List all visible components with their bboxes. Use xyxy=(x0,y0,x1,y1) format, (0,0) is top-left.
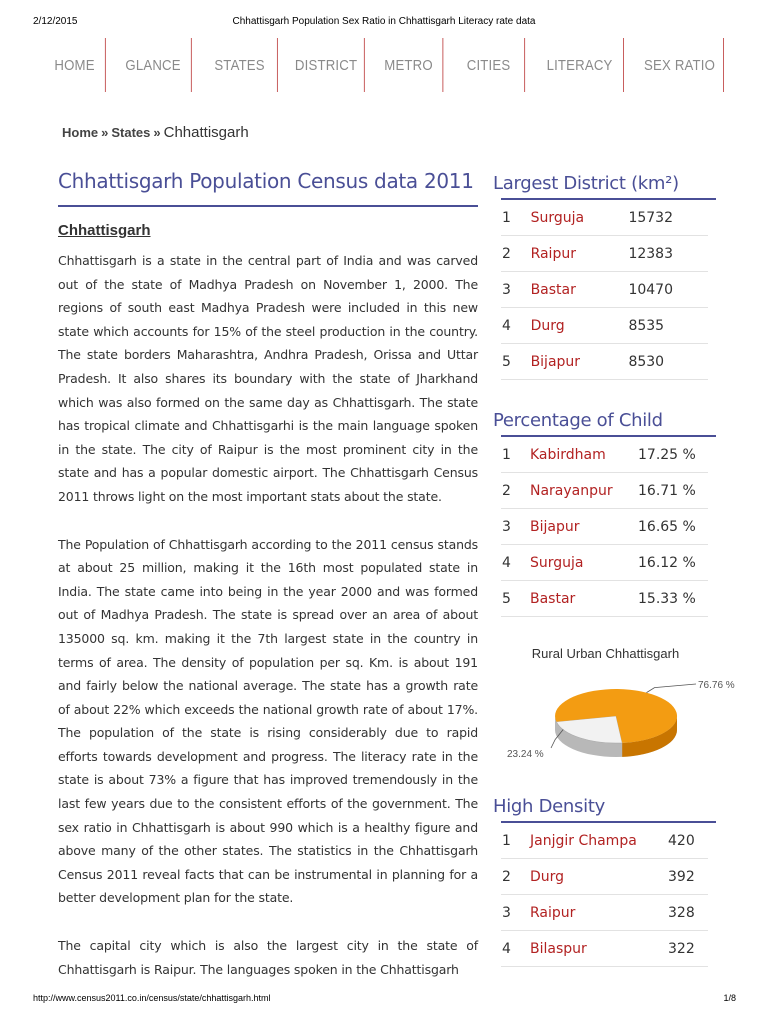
percent-value: 15.33 % xyxy=(638,581,708,617)
rural-urban-chart xyxy=(493,636,735,776)
title-divider xyxy=(58,205,478,207)
area-value: 8535 xyxy=(628,308,708,344)
rank: 3 xyxy=(501,272,531,308)
article-paragraph: The Population of Chhattisgarh according to the 2011 census stands at about 25 million, making it the 16th most populated state in India. The state came into being in the year 2000 and was formed out of Madhya Pradesh. The state is spread over an area of about 135000 sq. km. making it the 7th largest state in the country in terms of area. The density of population per sq. Km. is about 191 and fairly below the national average. The state has a growth rate of about 22% which exceeds the national growth rate of about 17%. The population of the state is rising considerably due to rapid efforts towards development and progress. The literacy rate in the state is about 73% a figure that has improved tremendously in the last few years due to the consistent efforts of the government. The sex ratio in Chhattisgarh is about 990 which is a healthy figure and above many of the other states. The statistics in the Chhattisgarh Census 2011 reveal facts that can be instrumental in planning for a better development plan for the state. xyxy=(58,536,478,906)
rank: 4 xyxy=(501,308,531,344)
section-heading: Chhattisgarh xyxy=(58,222,151,239)
breadcrumb-separator: » xyxy=(101,125,109,140)
breadcrumb-home[interactable]: Home xyxy=(62,125,99,140)
district-link[interactable]: Bastar xyxy=(530,581,638,617)
district-link[interactable]: Surguja xyxy=(530,545,638,581)
article-paragraph: Chhattisgarh is a state in the central part of India and was carved out of the state of Madhya Pradesh on November 1, 2000. The regions of south east Madhya Pradesh were included in this new state which accounts for 15% of the steel production in the country. The state borders Maharashtra, Andhra Pradesh, Orissa and Uttar Pradesh. It also shares its boundary with the state of Jharkhand which was also formed on the same day as Chhattisgarh. The state has tropical climate and Chhattisgarhi is the main language spoken in the state. The city of Raipur is the most prominent city in the state and has a popular domestic airport. The Chhattisgarh Census 2011 throws light on the most important stats about the state. xyxy=(58,253,478,504)
table-row xyxy=(501,545,708,581)
district-link[interactable]: Kabirdham xyxy=(530,437,638,473)
density-value: 392 xyxy=(668,859,708,895)
rank: 2 xyxy=(501,473,530,509)
largest-district-table xyxy=(501,200,708,380)
nav-home[interactable]: HOME xyxy=(44,38,106,92)
district-link[interactable]: Bilaspur xyxy=(530,931,668,967)
table-row xyxy=(501,272,708,308)
nav-sex-ratio[interactable]: SEX RATIO xyxy=(636,38,724,92)
percent-value: 16.65 % xyxy=(638,509,708,545)
district-link[interactable]: Durg xyxy=(530,859,668,895)
nav-cities[interactable]: CITIES xyxy=(453,38,525,92)
rank: 4 xyxy=(501,931,530,967)
percent-value: 17.25 % xyxy=(638,437,708,473)
breadcrumb xyxy=(62,124,249,141)
district-link[interactable]: Raipur xyxy=(530,895,668,931)
rank: 3 xyxy=(501,895,530,931)
area-value: 12383 xyxy=(628,236,708,272)
rank: 3 xyxy=(501,509,530,545)
main-nav xyxy=(40,38,730,92)
nav-district[interactable]: DISTRICT xyxy=(288,38,365,92)
print-date: 2/12/2015 xyxy=(33,16,78,27)
chart-title: Rural Urban Chhattisgarh xyxy=(531,646,680,661)
area-value: 8530 xyxy=(628,344,708,380)
pie-chart xyxy=(493,636,735,776)
page-title: Chhattisgarh Population Census data 2011 xyxy=(58,169,474,193)
article-paragraph: The capital city which is also the largest city in the state of Chhattisgarh is Raipur. The languages spoken in the Chhattisgarh xyxy=(58,938,478,977)
high-density-table xyxy=(501,823,708,967)
density-value: 322 xyxy=(668,931,708,967)
district-link[interactable]: Bastar xyxy=(531,272,629,308)
table-row xyxy=(501,473,708,509)
print-url: http://www.census2011.co.in/census/state/chhattisgarh.html xyxy=(33,993,271,1003)
slice-label-large: 76.76 % xyxy=(698,680,735,691)
area-value: 10470 xyxy=(628,272,708,308)
density-value: 420 xyxy=(668,823,708,859)
percent-value: 16.71 % xyxy=(638,473,708,509)
rank: 2 xyxy=(501,236,531,272)
table-row xyxy=(501,895,708,931)
area-value: 15732 xyxy=(628,200,708,236)
high-density-title: High Density xyxy=(493,796,605,817)
district-link[interactable]: Durg xyxy=(531,308,629,344)
rank: 5 xyxy=(501,344,531,380)
table-row xyxy=(501,509,708,545)
district-link[interactable]: Surguja xyxy=(531,200,629,236)
rank: 1 xyxy=(501,437,530,473)
child-percentage-table xyxy=(501,437,708,617)
table-row xyxy=(501,236,708,272)
rank: 2 xyxy=(501,859,530,895)
table-row xyxy=(501,200,708,236)
nav-states[interactable]: STATES xyxy=(202,38,278,92)
table-row xyxy=(501,344,708,380)
largest-district-box xyxy=(493,173,718,380)
table-row xyxy=(501,823,708,859)
breadcrumb-separator: » xyxy=(153,125,161,140)
table-row xyxy=(501,437,708,473)
rank: 5 xyxy=(501,581,530,617)
rank: 1 xyxy=(501,823,530,859)
table-row xyxy=(501,859,708,895)
table-row xyxy=(501,931,708,967)
breadcrumb-states[interactable]: States xyxy=(111,125,151,140)
district-link[interactable]: Bijapur xyxy=(530,509,638,545)
nav-glance[interactable]: GLANCE xyxy=(115,38,192,92)
largest-district-title: Largest District (km²) xyxy=(493,173,679,194)
page-number: 1/8 xyxy=(723,993,736,1003)
table-row xyxy=(501,308,708,344)
breadcrumb-current: Chhattisgarh xyxy=(163,124,249,141)
table-row xyxy=(501,581,708,617)
rank: 1 xyxy=(501,200,531,236)
high-density-box xyxy=(493,796,718,967)
percent-value: 16.12 % xyxy=(638,545,708,581)
print-title: Chhattisgarh Population Sex Ratio in Chhattisgarh Literacy rate data xyxy=(232,16,536,27)
district-link[interactable]: Narayanpur xyxy=(530,473,638,509)
district-link[interactable]: Bijapur xyxy=(531,344,629,380)
nav-literacy[interactable]: LITERACY xyxy=(536,38,624,92)
density-value: 328 xyxy=(668,895,708,931)
child-percentage-box xyxy=(493,410,718,617)
district-link[interactable]: Janjgir Champa xyxy=(530,823,668,859)
child-percentage-title: Percentage of Child xyxy=(493,410,663,431)
slice-label-small: 23.24 % xyxy=(507,749,544,760)
article-body xyxy=(58,249,478,1005)
rank: 4 xyxy=(501,545,530,581)
district-link[interactable]: Raipur xyxy=(531,236,629,272)
leader-line-large xyxy=(647,684,697,693)
nav-metro[interactable]: METRO xyxy=(375,38,444,92)
